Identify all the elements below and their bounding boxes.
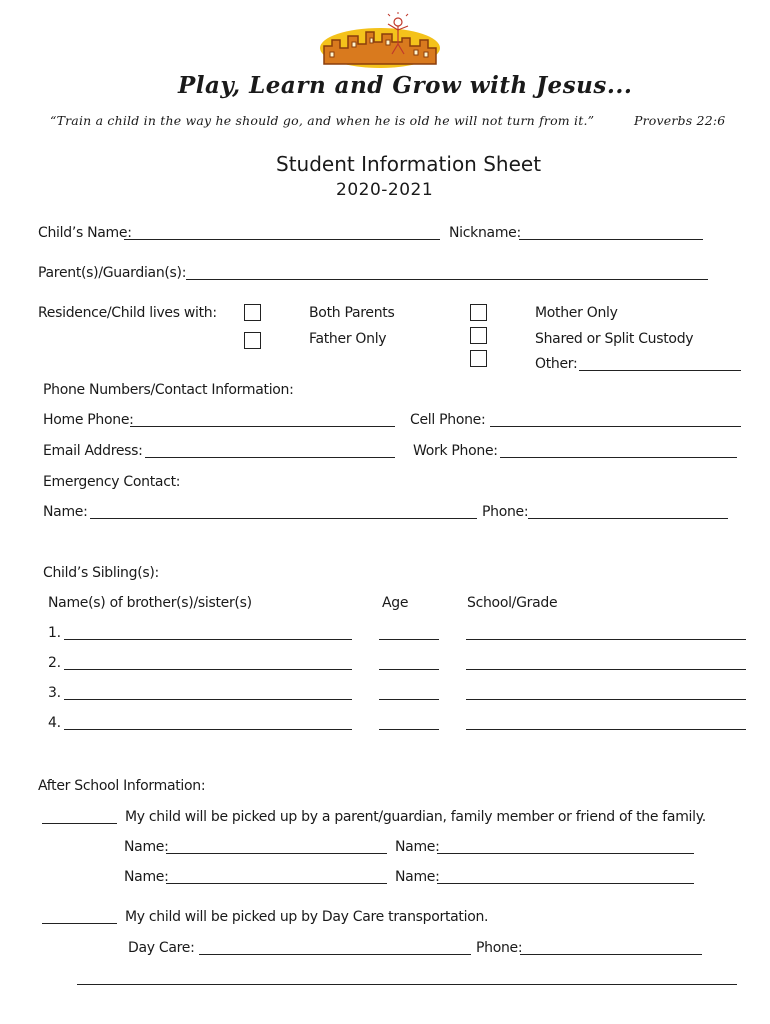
sibling-age-field[interactable] bbox=[379, 699, 439, 700]
sibling-school-field[interactable] bbox=[466, 729, 746, 730]
pickup-name-field[interactable] bbox=[166, 853, 387, 854]
sibling-name-header: Name(s) of brother(s)/sister(s) bbox=[48, 595, 252, 611]
page-title: Play, Learn and Grow with Jesus... bbox=[178, 72, 633, 99]
emergency-name-label: Name: bbox=[43, 504, 88, 520]
nickname-label: Nickname: bbox=[449, 225, 521, 241]
other-checkbox[interactable] bbox=[470, 350, 487, 367]
both-parents-label: Both Parents bbox=[309, 305, 395, 321]
pickup-name-label: Name: bbox=[395, 839, 440, 855]
pickup-name-field[interactable] bbox=[166, 883, 387, 884]
shared-custody-checkbox[interactable] bbox=[470, 327, 487, 344]
pickup-parent-label: My child will be picked up by a parent/guardian, family member or friend of the family. bbox=[125, 809, 706, 825]
sibling-row-number: 1. bbox=[48, 625, 61, 641]
emergency-contact-label: Emergency Contact: bbox=[43, 474, 181, 490]
mother-only-checkbox[interactable] bbox=[470, 304, 487, 321]
other-label: Other: bbox=[535, 356, 578, 372]
nickname-field[interactable] bbox=[519, 239, 703, 240]
pickup-name-field[interactable] bbox=[437, 883, 694, 884]
sibling-row-number: 3. bbox=[48, 685, 61, 701]
school-year: 2020-2021 bbox=[336, 180, 434, 200]
bottom-divider bbox=[77, 984, 737, 985]
sibling-age-field[interactable] bbox=[379, 639, 439, 640]
sheet-title: Student Information Sheet bbox=[276, 152, 542, 176]
sibling-row-number: 4. bbox=[48, 715, 61, 731]
pickup-parent-check-field[interactable] bbox=[42, 823, 117, 824]
day-care-field[interactable] bbox=[199, 954, 471, 955]
pickup-name-label: Name: bbox=[395, 869, 440, 885]
sibling-name-field[interactable] bbox=[64, 639, 352, 640]
child-name-label: Child’s Name: bbox=[38, 225, 132, 241]
home-phone-label: Home Phone: bbox=[43, 412, 134, 428]
day-care-label: Day Care: bbox=[128, 940, 195, 956]
sibling-school-header: School/Grade bbox=[467, 595, 558, 611]
cell-phone-label: Cell Phone: bbox=[410, 412, 486, 428]
pickup-name-label: Name: bbox=[124, 869, 169, 885]
work-phone-label: Work Phone: bbox=[413, 443, 498, 459]
sibling-row-number: 2. bbox=[48, 655, 61, 671]
emergency-phone-label: Phone: bbox=[482, 504, 529, 520]
home-phone-field[interactable] bbox=[130, 426, 395, 427]
parent-guardian-label: Parent(s)/Guardian(s): bbox=[38, 265, 187, 281]
day-care-phone-field[interactable] bbox=[520, 954, 702, 955]
parent-guardian-field[interactable] bbox=[186, 279, 708, 280]
after-school-section-label: After School Information: bbox=[38, 778, 206, 794]
sibling-school-field[interactable] bbox=[466, 699, 746, 700]
verse-reference: Proverbs 22:6 bbox=[634, 113, 726, 128]
child-name-field[interactable] bbox=[124, 239, 440, 240]
sibling-school-field[interactable] bbox=[466, 639, 746, 640]
sibling-age-header: Age bbox=[382, 595, 409, 611]
sibling-school-field[interactable] bbox=[466, 669, 746, 670]
both-parents-checkbox[interactable] bbox=[244, 304, 261, 321]
siblings-section-label: Child’s Sibling(s): bbox=[43, 565, 159, 581]
sibling-age-field[interactable] bbox=[379, 729, 439, 730]
other-field[interactable] bbox=[579, 370, 741, 371]
pickup-name-label: Name: bbox=[124, 839, 169, 855]
pickup-name-field[interactable] bbox=[437, 853, 694, 854]
emergency-name-field[interactable] bbox=[90, 518, 477, 519]
email-label: Email Address: bbox=[43, 443, 143, 459]
sibling-name-field[interactable] bbox=[64, 729, 352, 730]
pickup-daycare-check-field[interactable] bbox=[42, 923, 117, 924]
email-field[interactable] bbox=[145, 457, 395, 458]
day-care-phone-label: Phone: bbox=[476, 940, 523, 956]
work-phone-field[interactable] bbox=[500, 457, 737, 458]
sibling-age-field[interactable] bbox=[379, 669, 439, 670]
father-only-label: Father Only bbox=[309, 331, 387, 347]
sibling-name-field[interactable] bbox=[64, 699, 352, 700]
cell-phone-field[interactable] bbox=[490, 426, 741, 427]
father-only-checkbox[interactable] bbox=[244, 332, 261, 349]
contact-section-label: Phone Numbers/Contact Information: bbox=[43, 382, 294, 398]
emergency-phone-field[interactable] bbox=[528, 518, 728, 519]
bible-verse: “Train a child in the way he should go, and when he is old he will not turn from it.” bbox=[50, 113, 595, 128]
sibling-name-field[interactable] bbox=[64, 669, 352, 670]
shared-custody-label: Shared or Split Custody bbox=[535, 331, 694, 347]
residence-label: Residence/Child lives with: bbox=[38, 305, 217, 321]
school-logo bbox=[318, 12, 442, 70]
pickup-daycare-label: My child will be picked up by Day Care transportation. bbox=[125, 909, 489, 925]
mother-only-label: Mother Only bbox=[535, 305, 618, 321]
